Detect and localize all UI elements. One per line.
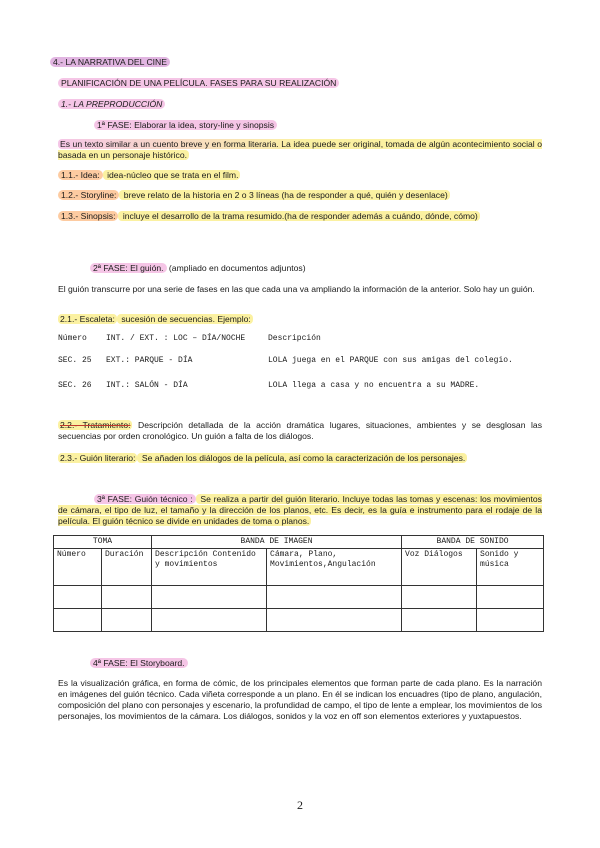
table-group-toma: TOMA	[54, 536, 152, 549]
phase1-heading: 1ª FASE: Elaborar la idea, story-line y sinopsis	[94, 120, 277, 131]
table-col-duracion: Duración	[102, 549, 152, 586]
script-row: SEC. 26 INT.: SALÓN - DÍA LOLA llega a casa y no encuentra a su MADRE.	[58, 381, 480, 390]
preproduction-heading: 1.- LA PREPRODUCCIÓN	[58, 99, 165, 110]
table-col-voz: Voz Diálogos	[402, 549, 477, 586]
phase4-heading: 4ª FASE: El Storyboard.	[90, 658, 188, 669]
script-header-desc: Descripción	[268, 334, 321, 343]
tratamiento-paragraph: 2.2.- Tratamiento: Descripción detallada de la acción dramática lugares, situaciones, ambientes y se desglosan las secuencias por orden cronológico. Un guión a falta de los diálogos.	[58, 420, 542, 441]
script-header-row	[58, 334, 544, 356]
section-title: 4.- LA NARRATIVA DEL CINE	[50, 57, 170, 68]
script-header-int: INT. / EXT. : LOC – DÍA/NOCHE	[106, 334, 246, 343]
phase1-paragraph: Es un texto similar a un cuento breve y en forma literaria. La idea puede ser original, tomada de algún acontecimiento social o basada en un personaje histórico.	[58, 139, 542, 160]
script-row: SEC. 25 EXT.: PARQUE - DÍA LOLA juega en el PARQUE con sus amigas del colegio.	[58, 356, 513, 365]
phase1-item-storyline: 1.2.- Storyline: breve relato de la historia en 2 o 3 líneas (ha de responder a qué, quién y desenlace)	[58, 190, 542, 201]
phase1-item-sinopsis: 1.3.- Sinopsis: incluye el desarrollo de la trama resumido.(ha de responder además a cuándo, dónde, cómo)	[58, 211, 542, 222]
escaleta-line: 2.1.- Escaleta: sucesión de secuencias. Ejemplo:	[60, 314, 251, 324]
table-group-sonido: BANDA DE SONIDO	[402, 536, 544, 549]
table-col-sonido: Sonido y música	[477, 549, 544, 586]
script-header-num: Número	[58, 334, 87, 343]
table-col-numero: Número	[54, 549, 102, 586]
phase3-paragraph: 3ª FASE: Guión técnico : Se realiza a partir del guión literario. Incluye todas las tomas y escenas: los movimientos de cámara, el tipo de luz, el tamaño y la dirección de los planos, etc. Es decir, es la guía e instrumento para el rodaje de la película. El guión técnico se divide en unidades de toma o planos.	[58, 494, 542, 526]
table-col-descripcion: Descripción Contenido y movimientos	[152, 549, 267, 586]
technical-script-table	[53, 535, 544, 632]
table-col-camara: Cámara, Plano, Movimientos,Angulación	[267, 549, 402, 586]
table-row	[54, 609, 544, 632]
document-subtitle: PLANIFICACIÓN DE UNA PELÍCULA. FASES PARA SU REALIZACIÓN	[58, 78, 339, 89]
phase1-item-idea: 1.1.- Idea: idea-núcleo que se trata en el film.	[58, 170, 542, 181]
page-number: 2	[297, 798, 303, 812]
phase2-heading: 2ª FASE: El guión. (ampliado en documentos adjuntos)	[90, 263, 306, 274]
phase4-paragraph: Es la visualización gráfica, en forma de cómic, de los principales elementos que forman parte de cada plano. Es la narración en imágenes del guión técnico. Cada viñeta corresponde a un plano. En él se indican los encuadres (tipo de plano, angulación, composición del plano con personajes y escenario, la profundidad de campo, el tipo de lente a emplear, los movimientos de los personajes, los movimientos de la cámara. Los diálogos, sonidos y la voz en off son elementos exteriores y yuxtapuestos.	[58, 678, 542, 721]
phase2-paragraph: El guión transcurre por una serie de fases en las que cada una va ampliando la información de la anterior. Solo hay un guión.	[58, 284, 535, 294]
guion-literario-line: 2.3.- Guión literario: Se añaden los diálogos de la película, así como la caracterización de los personajes.	[60, 453, 466, 463]
table-group-imagen: BANDA DE IMAGEN	[152, 536, 402, 549]
table-row	[54, 586, 544, 609]
